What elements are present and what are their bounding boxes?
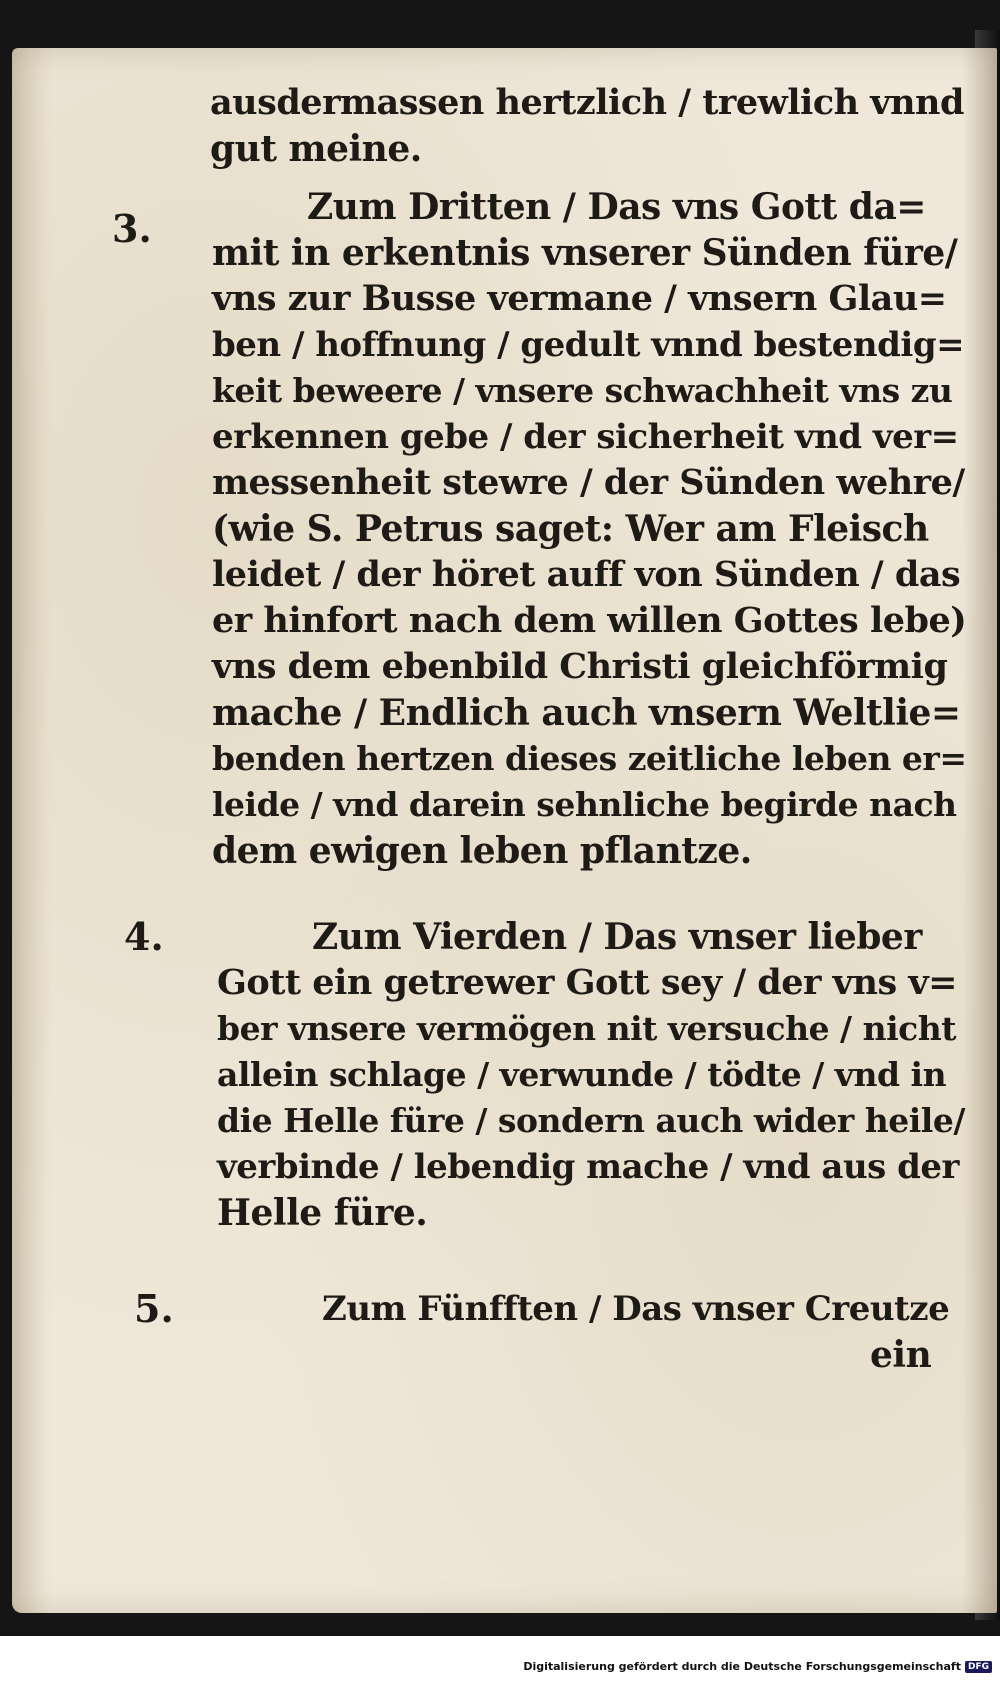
text-line: benden hertzen dieses zeitliche leben er= xyxy=(212,739,967,778)
credit-text: Digitalisierung gefördert durch die Deutsche Forschungsgemeinschaft xyxy=(523,1660,961,1673)
catchword: ein xyxy=(870,1334,932,1376)
text-line: dem ewigen leben pflantze. xyxy=(212,830,752,872)
text-line: Zum Vierden / Das vnser lieber xyxy=(312,916,922,958)
item-number: 3. xyxy=(112,206,152,251)
digitization-credit xyxy=(523,1660,992,1673)
text-line: Zum Fünfften / Das vnser Creutze xyxy=(322,1289,950,1329)
text-line: messenheit stewre / der Sünden wehre/ xyxy=(212,462,965,503)
text-line: verbinde / lebendig mache / vnd aus der xyxy=(217,1147,959,1187)
text-line: vns dem ebenbild Christi gleichförmig xyxy=(212,646,948,687)
text-line: Helle füre. xyxy=(217,1192,428,1234)
text-line: keit beweere / vnsere schwachheit vns zu xyxy=(212,371,953,410)
text-line: er hinfort nach dem willen Gottes lebe) xyxy=(212,600,967,641)
text-line: Gott ein getrewer Gott sey / der vns v= xyxy=(217,962,958,1003)
text-line: mit in erkentnis vnserer Sünden füre/ xyxy=(212,232,958,274)
text-line: leidet / der höret auff von Sünden / das xyxy=(212,554,961,595)
item-number: 4. xyxy=(124,914,164,959)
text-line: vns zur Busse vermane / vnsern Glau= xyxy=(212,278,947,319)
text-line: ber vnsere vermögen nit versuche / nicht xyxy=(217,1009,956,1048)
dfg-logo-icon: DFG xyxy=(965,1661,992,1673)
text-line: Zum Dritten / Das vns Gott da= xyxy=(307,186,926,228)
text-line: allein schlage / verwunde / tödte / vnd in xyxy=(217,1055,947,1094)
book-page xyxy=(12,48,997,1613)
text-line: leide / vnd darein sehnliche begirde nach xyxy=(212,785,957,824)
text-line: (wie S. Petrus saget: Wer am Fleisch xyxy=(212,508,929,550)
text-line: gut meine. xyxy=(210,128,422,170)
item-number: 5. xyxy=(134,1286,174,1331)
text-line: erkennen gebe / der sicherheit vnd ver= xyxy=(212,417,959,457)
text-line: ausdermassen hertzlich / trewlich vnnd xyxy=(210,82,964,123)
page-text xyxy=(12,48,997,1613)
text-line: ben / hoffnung / gedult vnnd bestendig= xyxy=(212,325,965,365)
text-line: mache / Endlich auch vnsern Weltlie= xyxy=(212,692,961,734)
text-line: die Helle füre / sondern auch wider heile/ xyxy=(217,1101,965,1140)
